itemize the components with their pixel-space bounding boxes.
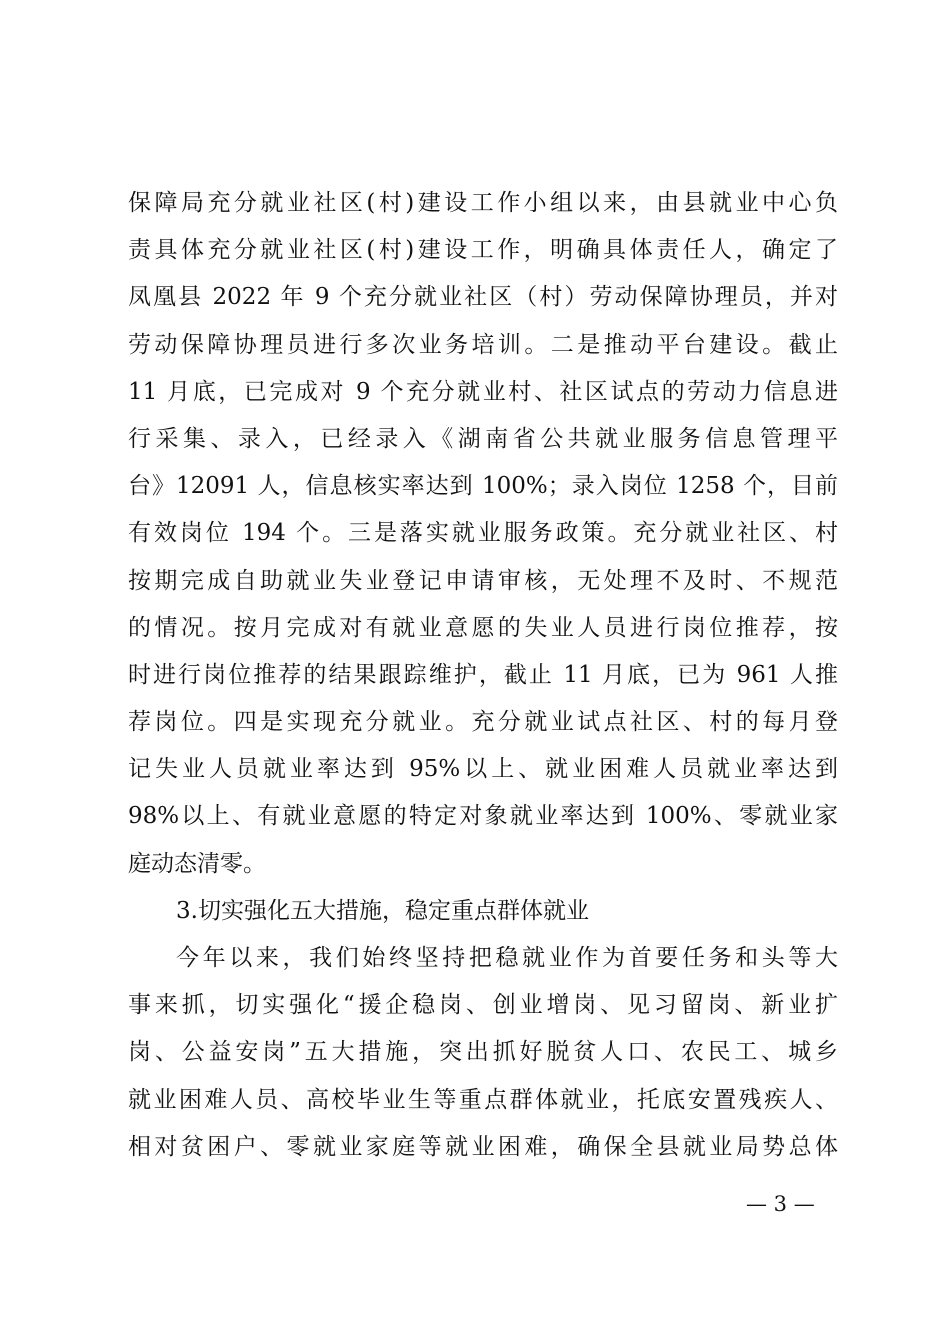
text-line: 荐岗位。四是实现充分就业。充分就业试点社区、村的每月登	[128, 709, 838, 736]
section-heading: 3.切实强化五大措施，稳定重点群体就业	[176, 897, 589, 924]
page-number: — 3 —	[746, 1192, 815, 1216]
text-line: 按期完成自助就业失业登记申请审核，无处理不及时、不规范	[128, 567, 838, 594]
text-line: 时进行岗位推荐的结果跟踪维护，截止 11 月底，已为 961 人推	[128, 661, 838, 688]
text-line: 保障局充分就业社区(村)建设工作小组以来，由县就业中心负	[128, 190, 838, 216]
text-line: 行采集、录入，已经录入《湖南省公共就业服务信息管理平	[128, 425, 838, 452]
body-text	[128, 180, 838, 1171]
text-line: 责具体充分就业社区(村)建设工作，明确具体责任人，确定了	[128, 237, 838, 264]
text-line: 11 月底，已完成对 9 个充分就业村、社区试点的劳动力信息进	[128, 378, 838, 405]
text-line: 有效岗位 194 个。三是落实就业服务政策。充分就业社区、村	[128, 520, 838, 547]
text-line: 相对贫困户、零就业家庭等就业困难，确保全县就业局势总体	[128, 1133, 838, 1160]
text-line: 劳动保障协理员进行多次业务培训。二是推动平台建设。截止	[128, 331, 838, 358]
text-line: 98%以上、有就业意愿的特定对象就业率达到 100%、零就业家	[128, 803, 838, 830]
text-line: 凤凰县 2022 年 9 个充分就业社区（村）劳动保障协理员，并对	[128, 284, 838, 311]
text-line: 岗、公益安岗”五大措施，突出抓好脱贫人口、农民工、城乡	[128, 1039, 838, 1066]
text-line: 今年以来，我们始终坚持把稳就业作为首要任务和头等大	[176, 945, 838, 971]
text-line: 庭动态清零。	[128, 850, 266, 877]
text-line: 记失业人员就业率达到 95%以上、就业困难人员就业率达到	[128, 756, 838, 783]
text-line: 台》12091 人，信息核实率达到 100%；录入岗位 1258 个，目前	[128, 473, 838, 500]
text-line: 的情况。按月完成对有就业意愿的失业人员进行岗位推荐，按	[128, 614, 838, 641]
text-line: 就业困难人员、高校毕业生等重点群体就业，托底安置残疾人、	[128, 1086, 838, 1113]
text-line: 事来抓，切实强化“援企稳岗、创业增岗、见习留岗、新业扩	[128, 992, 838, 1019]
